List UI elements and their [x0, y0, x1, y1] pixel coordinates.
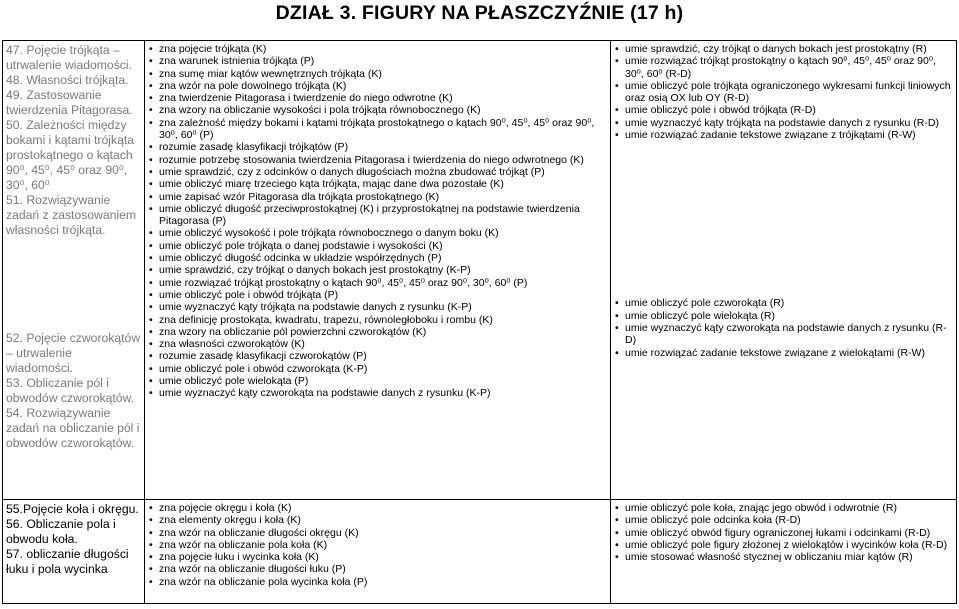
list-item: • umie wyznaczyć kąty czworokąta na podstawie danych z rysunku (K-P)	[148, 387, 607, 399]
extended-list	[614, 297, 953, 358]
list-item: • zna warunek istnienia trójkąta (P)	[148, 55, 607, 67]
list-item: • zna definicję prostokąta, kwadratu, trapezu, równoległoboku i rombu (K)	[148, 314, 607, 326]
list-item: • umie zapisać wzór Pitagorasa dla trójkąta prostokątnego (K)	[148, 191, 607, 203]
list-item: • umie obliczyć długość odcinka w układzie współrzędnych (P)	[148, 252, 607, 264]
list-item: • umie wyznaczyć kąty czworokąta na podstawie danych z rysunku (R-D)	[614, 322, 953, 347]
list-item: • rozumie zasadę klasyfikacji trójkątów (P)	[148, 141, 607, 153]
extended-cell	[611, 41, 957, 500]
knowledge-cell	[145, 500, 611, 604]
topic-item: 55.Pojęcie koła i okręgu.	[6, 502, 139, 516]
list-item: • zna wzór na pole dowolnego trójkąta (K)	[148, 80, 607, 92]
list-item: • zna pojęcie łuku i wycinka koła (K)	[148, 551, 607, 563]
list-item: • zna zależność między bokami i kątami trójkąta prostokątnego o kątach 90⁰, 45⁰, 45⁰ oraz 90⁰, 30⁰, 60⁰ (P)	[148, 117, 607, 142]
list-item: • umie obliczyć miarę trzeciego kąta trójkąta, mając dane dwa pozostałe (K)	[148, 178, 607, 190]
spacer	[6, 238, 141, 331]
topic-item: 49. Zastosowanie twierdzenia Pitagorasa.	[6, 88, 133, 117]
extended-list	[614, 43, 953, 141]
list-item: • umie obliczyć pole i obwód trójkąta (P)	[148, 289, 607, 301]
topic-item: 53. Obliczanie pól i obwodów czworokątów.	[6, 376, 135, 405]
list-item: • umie sprawdzić, czy trójkąt o danych bokach jest prostokątny (K-P)	[148, 264, 607, 276]
topic-item: 50. Zależności między bokami i kątami trójkąta prostokątnego o kątach 90⁰, 45⁰, 45⁰ oraz 90⁰, 30⁰, 60⁰	[6, 118, 135, 192]
list-item: • umie obliczyć pole i obwód czworokąta (K-P)	[148, 363, 607, 375]
table-row	[3, 500, 957, 604]
list-item: • umie rozwiązać zadanie tekstowe związane z wielokątami (R-W)	[614, 347, 953, 359]
topics-cell	[3, 41, 145, 500]
list-item: • zna sumę miar kątów wewnętrznych trójkąta (K)	[148, 68, 607, 80]
topics-cell	[3, 500, 145, 604]
list-item: • umie obliczyć wysokość i pole trójkąta równobocznego o danym boku (K)	[148, 227, 607, 239]
topic-item: 51. Rozwiązywanie zadań z zastosowaniem własności trójkąta.	[6, 193, 137, 237]
list-item: • umie sprawdzić, czy z odcinków o danych długościach można zbudować trójkąt (P)	[148, 166, 607, 178]
list-item: • zna wzory na obliczanie pól powierzchni czworokątów (K)	[148, 326, 607, 338]
topic-item: 54. Rozwiązywanie zadań na obliczanie pól i obwodów czworokątów.	[6, 406, 140, 450]
list-item: • umie rozwiązać trójkąt prostokątny o kątach 90⁰, 45⁰, 45⁰ oraz 90⁰, 30⁰, 60⁰ (R-D)	[614, 55, 953, 80]
list-item: • zna wzór na obliczanie długości okręgu (K)	[148, 527, 607, 539]
list-item: • zna pojęcie trójkąta (K)	[148, 43, 607, 55]
topic-item: 57. obliczanie długości łuku i pola wycinka	[6, 547, 129, 576]
list-item: • umie obliczyć pole wielokąta (R)	[614, 310, 953, 322]
list-item: • umie obliczyć pole odcinka koła (R-D)	[614, 514, 953, 526]
extended-cell	[611, 500, 957, 604]
spacer	[614, 141, 953, 297]
knowledge-list	[148, 43, 607, 400]
list-item: • umie wyznaczyć kąty trójkąta na podstawie danych z rysunku (K-P)	[148, 301, 607, 313]
topic-item: 47. Pojęcie trójkąta – utrwalenie wiadomości.	[6, 43, 132, 72]
list-item: • umie obliczyć pole i obwód trójkąta (R-D)	[614, 104, 953, 116]
list-item: • zna elementy okręgu i koła (K)	[148, 514, 607, 526]
list-item: • umie stosować własność stycznej w obliczaniu miar kątów (R)	[614, 551, 953, 563]
list-item: • umie wyznaczyć kąty trójkąta na podstawie danych z rysunku (R-D)	[614, 117, 953, 129]
list-item: • umie obliczyć pole koła, znając jego obwód i odwrotnie (R)	[614, 502, 953, 514]
list-item: • umie rozwiązać zadanie tekstowe związane z trójkątami (R-W)	[614, 129, 953, 141]
list-item: • umie obliczyć pole figury złożonej z wielokątów i wycinków koła (R-D)	[614, 539, 953, 551]
list-item: • zna własności czworokątów (K)	[148, 338, 607, 350]
list-item: • umie rozwiązać trójkąt prostokątny o kątach 90⁰, 45⁰, 45⁰ oraz 90⁰, 30⁰, 60⁰ (P)	[148, 277, 607, 289]
list-item: • zna wzory na obliczanie wysokości i pola trójkąta równobocznego (K)	[148, 104, 607, 116]
list-item: • umie sprawdzić, czy trójkąt o danych bokach jest prostokątny (R)	[614, 43, 953, 55]
list-item: • rozumie potrzebę stosowania twierdzenia Pitagorasa i twierdzenia do niego odwrotnego (K)	[148, 154, 607, 166]
list-item: • umie obliczyć pole wielokąta (P)	[148, 375, 607, 387]
list-item: • zna wzór na obliczanie pola koła (K)	[148, 539, 607, 551]
list-item: • rozumie zasadę klasyfikacji czworokątów (P)	[148, 350, 607, 362]
topic-item: 52. Pojęcie czworokątów – utrwalenie wiadomości.	[6, 331, 141, 375]
list-item: • umie obliczyć pole trójkąta ograniczonego wykresami funkcji liniowych oraz osią OX lub OY (R-D)	[614, 80, 953, 105]
list-item: • zna wzór na obliczanie długości łuku (P)	[148, 563, 607, 575]
list-item: • umie obliczyć obwód figury ograniczonej łukami i odcinkami (R-D)	[614, 527, 953, 539]
knowledge-list	[148, 502, 607, 588]
list-item: • zna twierdzenie Pitagorasa i twierdzenie do niego odwrotne (K)	[148, 92, 607, 104]
topic-item: 56. Obliczanie pola i obwodu koła.	[6, 517, 116, 546]
knowledge-cell	[145, 41, 611, 500]
list-item: • umie obliczyć długość przeciwprostokątnej (K) i przyprostokątnej na podstawie twierdzenia Pitagorasa (P)	[148, 203, 607, 228]
table-row	[3, 41, 957, 500]
curriculum-table	[2, 40, 957, 604]
list-item: • zna wzór na obliczanie pola wycinka koła (P)	[148, 576, 607, 588]
list-item: • umie obliczyć pole czworokąta (R)	[614, 297, 953, 309]
page-title: DZIAŁ 3. FIGURY NA PŁASZCZYŹNIE (17 h)	[275, 2, 684, 24]
extended-list	[614, 502, 953, 563]
list-item: • umie obliczyć pole trójkąta o danej podstawie i wysokości (K)	[148, 240, 607, 252]
list-item: • zna pojęcie okręgu i koła (K)	[148, 502, 607, 514]
topic-item: 48. Własności trójkąta.	[6, 73, 129, 87]
